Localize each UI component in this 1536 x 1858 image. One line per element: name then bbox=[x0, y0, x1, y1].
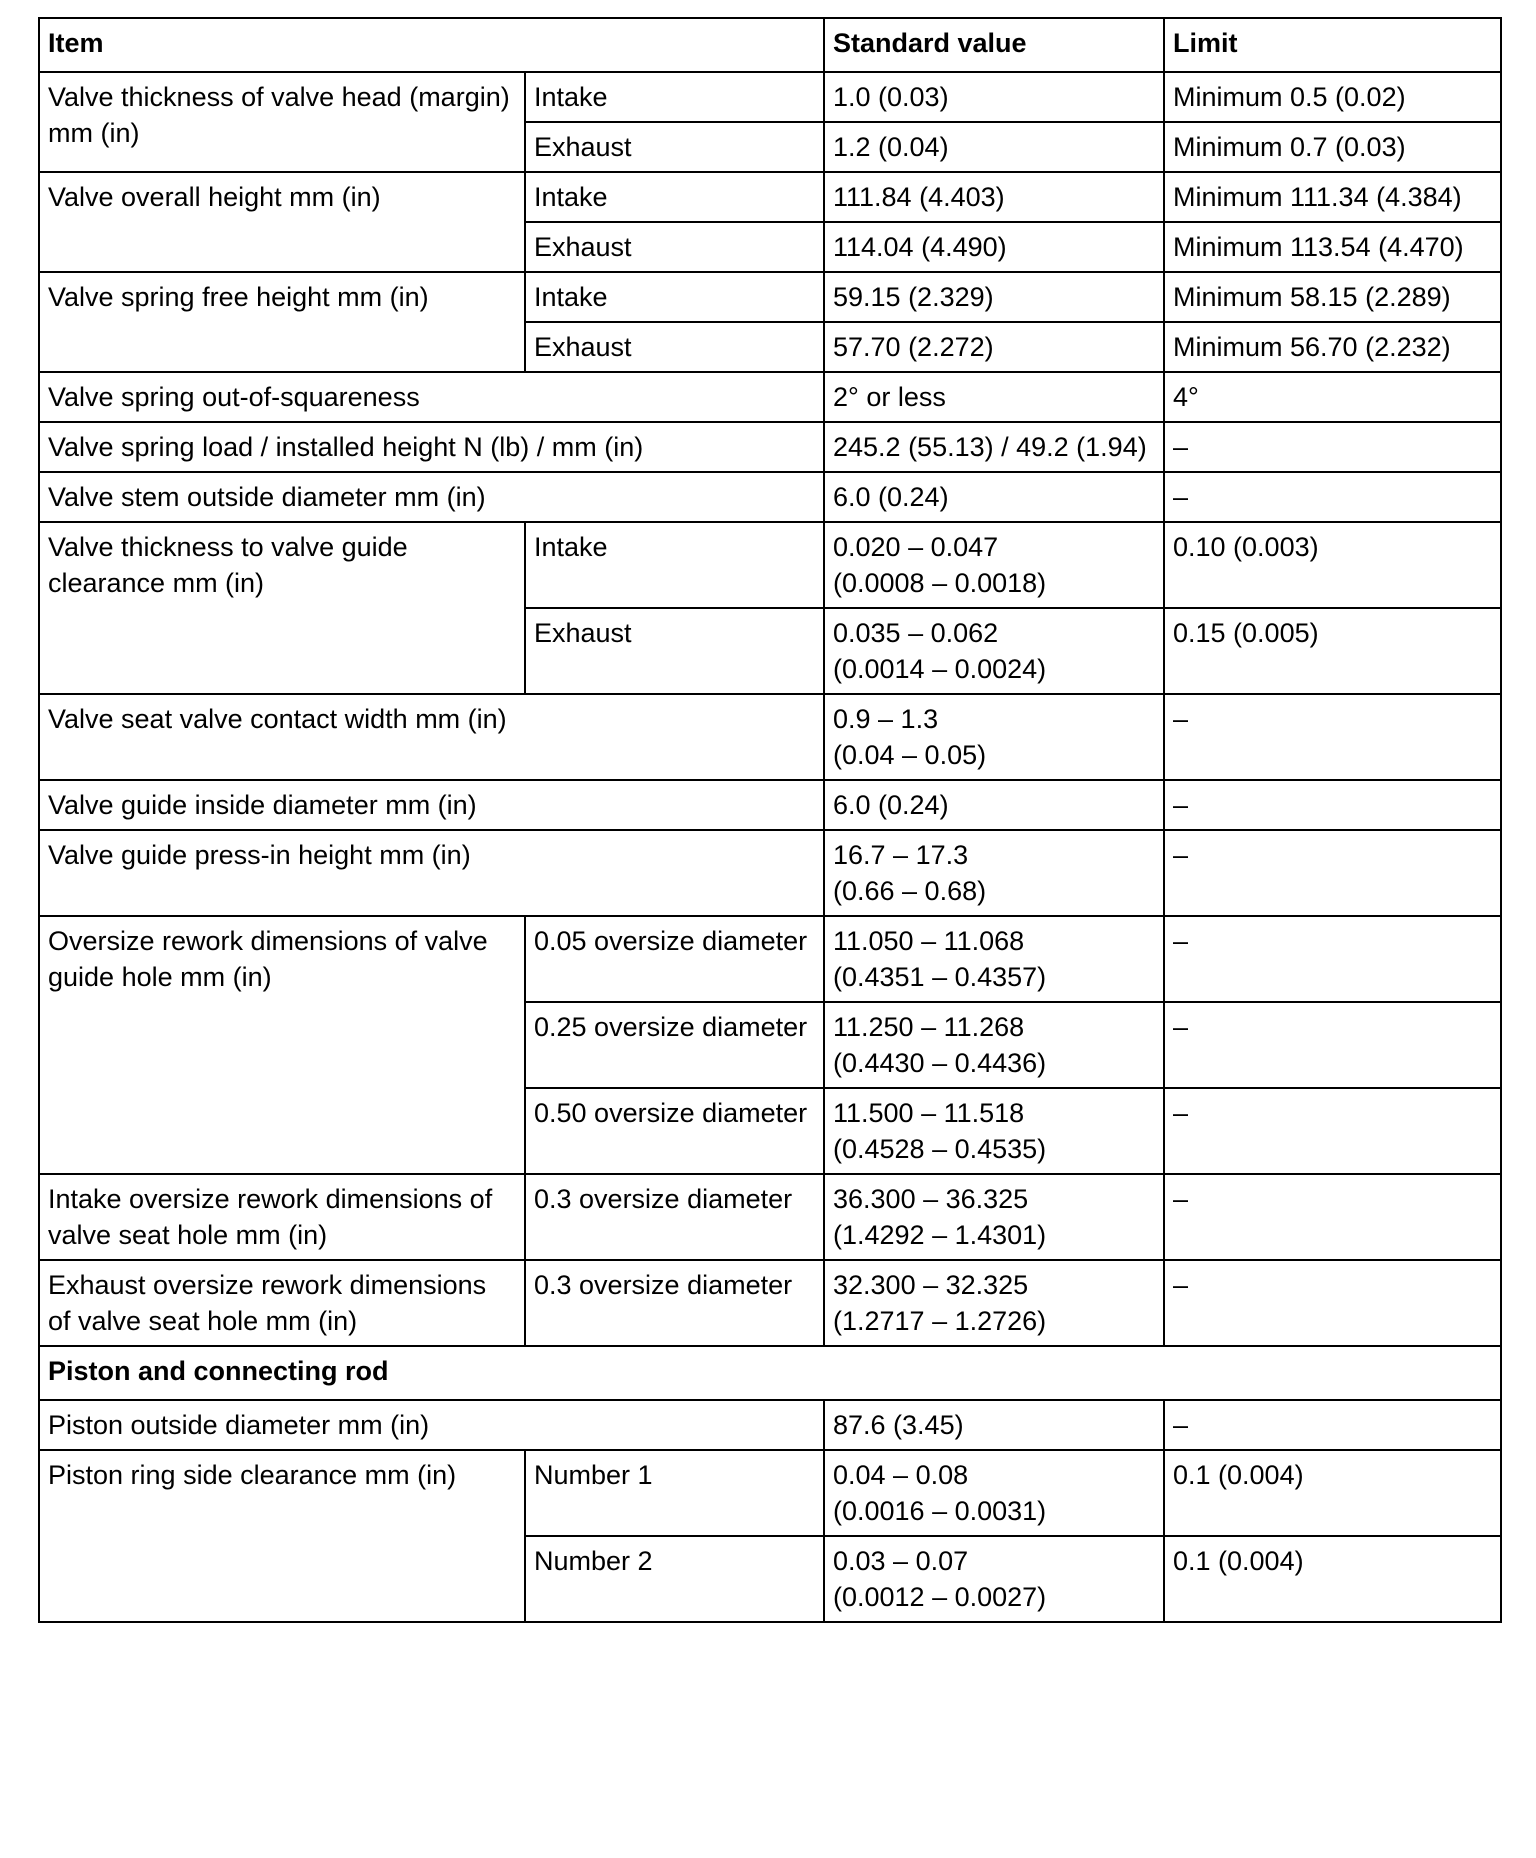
standard-value-cell: 6.0 (0.24) bbox=[824, 780, 1164, 830]
standard-value-cell bbox=[824, 694, 1164, 780]
standard-value-cell bbox=[824, 1002, 1164, 1088]
table-row bbox=[39, 780, 1501, 830]
sub-item-cell: 0.3 oversize diameter bbox=[525, 1260, 824, 1346]
specification-table bbox=[38, 17, 1502, 1623]
item-cell: Valve overall height mm (in) bbox=[39, 172, 525, 272]
table-row bbox=[39, 694, 1501, 780]
limit-cell: 4° bbox=[1164, 372, 1501, 422]
standard-value-cell bbox=[824, 916, 1164, 1002]
sub-item-cell: Number 2 bbox=[525, 1536, 824, 1622]
table-row bbox=[39, 172, 1501, 222]
item-cell: Valve seat valve contact width mm (in) bbox=[39, 694, 824, 780]
table-row bbox=[39, 272, 1501, 322]
sub-item-cell: 0.05 oversize diameter bbox=[525, 916, 824, 1002]
limit-cell: Minimum 0.7 (0.03) bbox=[1164, 122, 1501, 172]
value-line: 0.03 – 0.07 bbox=[833, 1546, 969, 1576]
item-cell: Valve spring out-of-squareness bbox=[39, 372, 824, 422]
value-line: (0.4430 – 0.4436) bbox=[833, 1048, 1047, 1078]
value-line: 11.050 – 11.068 bbox=[833, 926, 1025, 956]
value-line: 36.300 – 36.325 bbox=[833, 1184, 1029, 1214]
limit-cell: – bbox=[1164, 472, 1501, 522]
sub-item-cell: Exhaust bbox=[525, 322, 824, 372]
value-line: 0.020 – 0.047 bbox=[833, 532, 999, 562]
item-cell: Valve spring load / installed height N (lb) / mm (in) bbox=[39, 422, 824, 472]
table-row bbox=[39, 1260, 1501, 1346]
header-limit: Limit bbox=[1164, 18, 1501, 72]
value-line: (0.04 – 0.05) bbox=[833, 740, 987, 770]
limit-cell: 0.15 (0.005) bbox=[1164, 608, 1501, 694]
limit-cell: 0.10 (0.003) bbox=[1164, 522, 1501, 608]
sub-item-cell: 0.50 oversize diameter bbox=[525, 1088, 824, 1174]
limit-cell: – bbox=[1164, 830, 1501, 916]
table-row bbox=[39, 1400, 1501, 1450]
limit-cell: – bbox=[1164, 1260, 1501, 1346]
value-line: (0.0014 – 0.0024) bbox=[833, 654, 1047, 684]
standard-value-cell bbox=[824, 608, 1164, 694]
value-line: (0.0008 – 0.0018) bbox=[833, 568, 1047, 598]
limit-cell: Minimum 113.54 (4.470) bbox=[1164, 222, 1501, 272]
sub-item-cell: 0.3 oversize diameter bbox=[525, 1174, 824, 1260]
sub-item-cell: Exhaust bbox=[525, 122, 824, 172]
value-line: 11.250 – 11.268 bbox=[833, 1012, 1025, 1042]
sub-item-cell: Exhaust bbox=[525, 222, 824, 272]
table-row bbox=[39, 1450, 1501, 1536]
sub-item-cell: Intake bbox=[525, 272, 824, 322]
item-cell: Piston ring side clearance mm (in) bbox=[39, 1450, 525, 1622]
standard-value-cell bbox=[824, 1260, 1164, 1346]
limit-cell: – bbox=[1164, 694, 1501, 780]
value-line: (1.4292 – 1.4301) bbox=[833, 1220, 1047, 1250]
standard-value-cell bbox=[824, 1174, 1164, 1260]
sub-item-cell: Exhaust bbox=[525, 608, 824, 694]
standard-value-cell: 114.04 (4.490) bbox=[824, 222, 1164, 272]
item-cell: Piston outside diameter mm (in) bbox=[39, 1400, 824, 1450]
sub-item-cell: Number 1 bbox=[525, 1450, 824, 1536]
standard-value-cell: 1.2 (0.04) bbox=[824, 122, 1164, 172]
value-line: 0.04 – 0.08 bbox=[833, 1460, 969, 1490]
value-line: (0.0016 – 0.0031) bbox=[833, 1496, 1047, 1526]
limit-cell: – bbox=[1164, 1400, 1501, 1450]
limit-cell: Minimum 0.5 (0.02) bbox=[1164, 72, 1501, 122]
item-cell: Valve guide press-in height mm (in) bbox=[39, 830, 824, 916]
item-cell: Valve thickness to valve guide clearance mm (in) bbox=[39, 522, 525, 694]
limit-cell: – bbox=[1164, 1174, 1501, 1260]
limit-cell: – bbox=[1164, 916, 1501, 1002]
standard-value-cell: 57.70 (2.272) bbox=[824, 322, 1164, 372]
standard-value-cell bbox=[824, 1088, 1164, 1174]
standard-value-cell: 245.2 (55.13) / 49.2 (1.94) bbox=[824, 422, 1164, 472]
limit-cell: Minimum 56.70 (2.232) bbox=[1164, 322, 1501, 372]
standard-value-cell bbox=[824, 1450, 1164, 1536]
value-line: 16.7 – 17.3 bbox=[833, 840, 969, 870]
table-row bbox=[39, 830, 1501, 916]
value-line: (0.4528 – 0.4535) bbox=[833, 1134, 1047, 1164]
standard-value-cell: 111.84 (4.403) bbox=[824, 172, 1164, 222]
header-item: Item bbox=[39, 18, 824, 72]
table-row bbox=[39, 372, 1501, 422]
item-cell: Valve stem outside diameter mm (in) bbox=[39, 472, 824, 522]
standard-value-cell: 6.0 (0.24) bbox=[824, 472, 1164, 522]
standard-value-cell: 87.6 (3.45) bbox=[824, 1400, 1164, 1450]
sub-item-cell: Intake bbox=[525, 172, 824, 222]
standard-value-cell bbox=[824, 522, 1164, 608]
limit-cell: Minimum 111.34 (4.384) bbox=[1164, 172, 1501, 222]
value-line: (1.2717 – 1.2726) bbox=[833, 1306, 1047, 1336]
limit-cell: – bbox=[1164, 1002, 1501, 1088]
section-title: Piston and connecting rod bbox=[39, 1346, 1501, 1400]
value-line: (0.4351 – 0.4357) bbox=[833, 962, 1047, 992]
limit-cell: – bbox=[1164, 1088, 1501, 1174]
value-line: 32.300 – 32.325 bbox=[833, 1270, 1029, 1300]
limit-cell: – bbox=[1164, 780, 1501, 830]
item-cell: Valve guide inside diameter mm (in) bbox=[39, 780, 824, 830]
item-cell: Intake oversize rework dimensions of valve seat hole mm (in) bbox=[39, 1174, 525, 1260]
value-line: (0.0012 – 0.0027) bbox=[833, 1582, 1047, 1612]
limit-cell: – bbox=[1164, 422, 1501, 472]
limit-cell: 0.1 (0.004) bbox=[1164, 1536, 1501, 1622]
standard-value-cell: 1.0 (0.03) bbox=[824, 72, 1164, 122]
sub-item-cell: 0.25 oversize diameter bbox=[525, 1002, 824, 1088]
header-standard-value: Standard value bbox=[824, 18, 1164, 72]
standard-value-cell: 2° or less bbox=[824, 372, 1164, 422]
standard-value-cell bbox=[824, 830, 1164, 916]
table-row bbox=[39, 72, 1501, 122]
value-line: 0.9 – 1.3 bbox=[833, 704, 939, 734]
item-cell: Valve spring free height mm (in) bbox=[39, 272, 525, 372]
table-row bbox=[39, 916, 1501, 1002]
table-row bbox=[39, 472, 1501, 522]
limit-cell: 0.1 (0.004) bbox=[1164, 1450, 1501, 1536]
section-header-row bbox=[39, 1346, 1501, 1400]
sub-item-cell: Intake bbox=[525, 72, 824, 122]
item-cell: Exhaust oversize rework dimensions of valve seat hole mm (in) bbox=[39, 1260, 525, 1346]
standard-value-cell: 59.15 (2.329) bbox=[824, 272, 1164, 322]
item-cell: Valve thickness of valve head (margin) mm (in) bbox=[39, 72, 525, 172]
value-line: 11.500 – 11.518 bbox=[833, 1098, 1025, 1128]
value-line: (0.66 – 0.68) bbox=[833, 876, 987, 906]
table-header-row bbox=[39, 18, 1501, 72]
table-row bbox=[39, 522, 1501, 608]
table-row bbox=[39, 1174, 1501, 1260]
table-row bbox=[39, 422, 1501, 472]
sub-item-cell: Intake bbox=[525, 522, 824, 608]
value-line: 0.035 – 0.062 bbox=[833, 618, 999, 648]
item-cell: Oversize rework dimensions of valve guide hole mm (in) bbox=[39, 916, 525, 1174]
limit-cell: Minimum 58.15 (2.289) bbox=[1164, 272, 1501, 322]
standard-value-cell bbox=[824, 1536, 1164, 1622]
